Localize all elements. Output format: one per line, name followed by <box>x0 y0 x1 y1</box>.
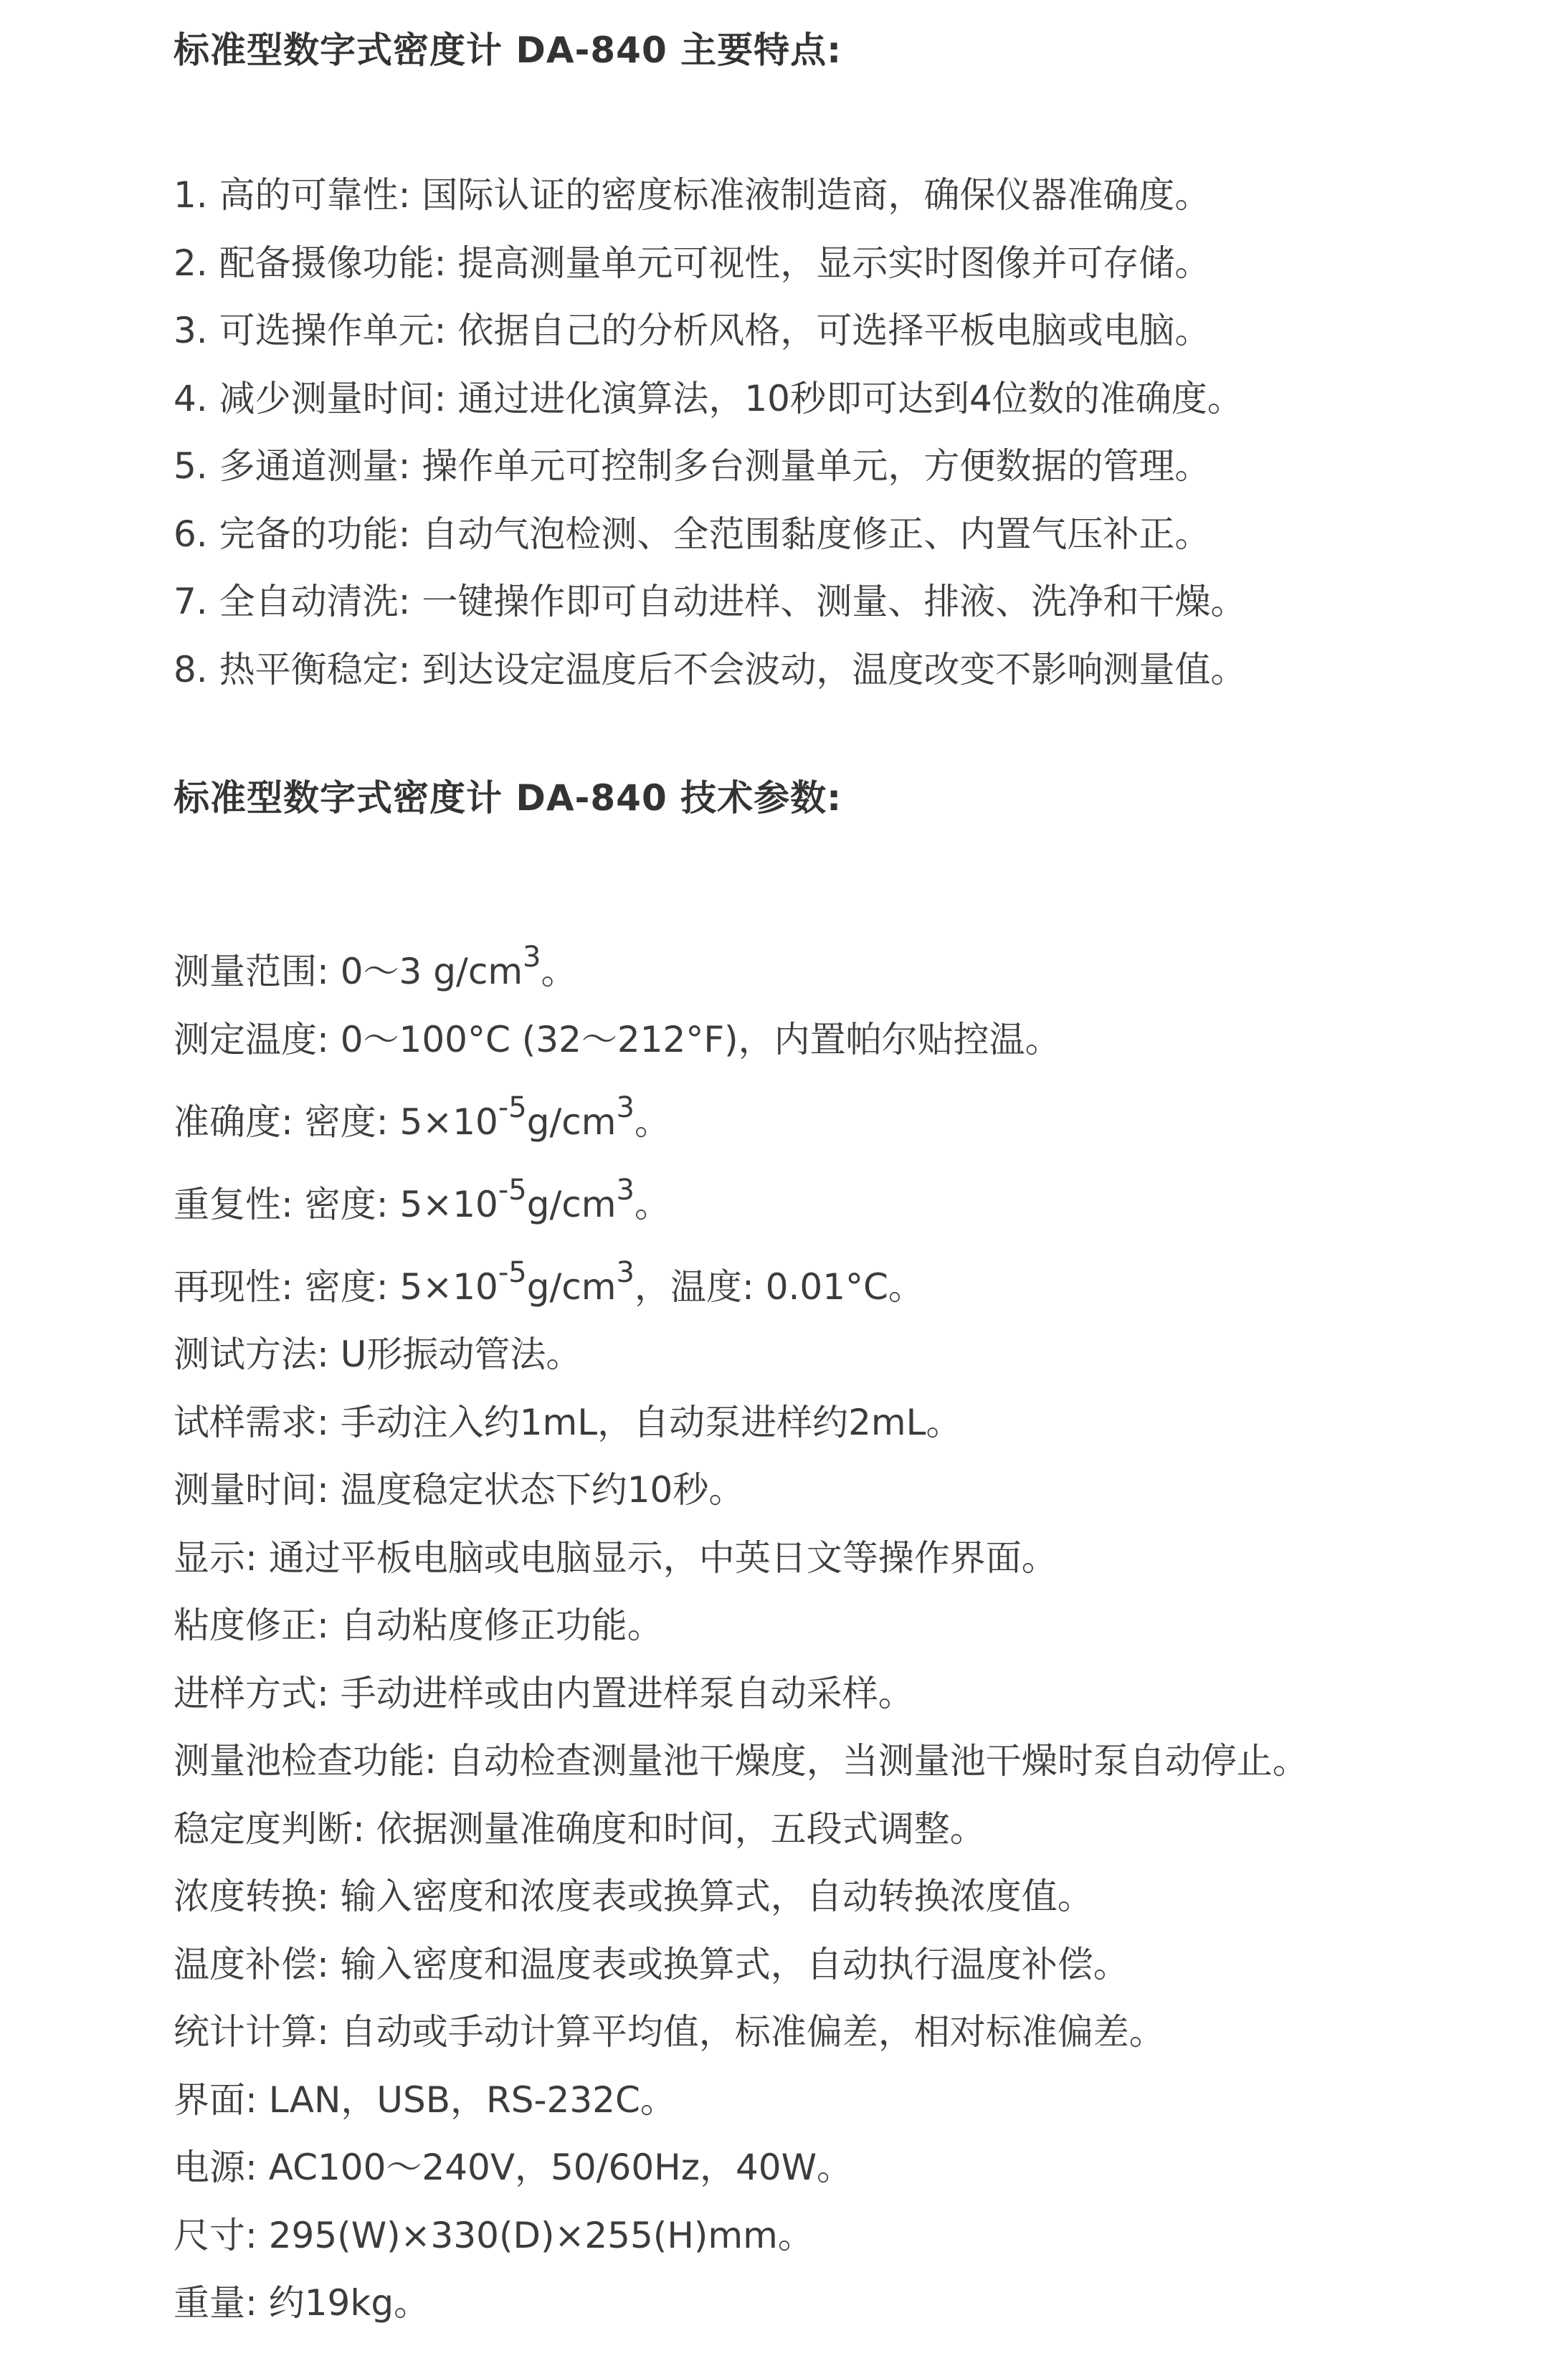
spec-value: 手动进样或由内置进样泵自动采样。 <box>340 1672 914 1714</box>
spec-item-stability-judgment: 稳定度判断: 依据测量准确度和时间，五段式调整。 <box>174 1807 986 1850</box>
spec-label: 再现性 <box>174 1265 281 1308</box>
spec-item-accuracy: 准确度: 密度: $5\times 10^{-5}g/cm^3$。 <box>174 1091 670 1143</box>
spec-value-mid: g/cm <box>526 1183 617 1225</box>
spec-superscript: 3 <box>616 1091 635 1124</box>
spec-value: 输入密度和温度表或换算式，自动执行温度补偿。 <box>340 1943 1129 1985</box>
spec-label: 测试方法 <box>174 1334 317 1375</box>
feature-item: 7. 全自动清洗: 一键操作即可自动进样、测量、排液、洗净和干燥。 <box>174 581 1247 622</box>
spec-value-end: 。 <box>634 1101 670 1143</box>
feature-item: 1. 高的可靠性: 国际认证的密度标准液制造商，确保仪器准确度。 <box>174 174 1211 216</box>
spec-label: 测量时间 <box>174 1469 317 1511</box>
spec-value: 密度: 5×10 <box>304 1101 498 1143</box>
spec-label: 温度补偿 <box>174 1943 317 1985</box>
spec-value: 温度稳定状态下约10秒。 <box>340 1469 745 1511</box>
spec-label: 浓度转换 <box>174 1876 317 1917</box>
spec-label: 测量池检查功能 <box>174 1740 424 1782</box>
spec-superscript: -5 <box>498 1173 527 1207</box>
spec-value: 0～100°C (32～212°F)，内置帕尔贴控温。 <box>340 1018 1061 1060</box>
features-heading: 标准型数字式密度计 DA-840 主要特点: <box>174 29 842 71</box>
spec-item-sample-requirement: 试样需求: 手动注入约1mL，自动泵进样约2mL。 <box>174 1401 962 1443</box>
spec-label: 粘度修正 <box>174 1605 317 1646</box>
spec-value: 自动或手动计算平均值，标准偏差，相对标准偏差。 <box>340 2011 1165 2053</box>
spec-item-repeatability: 重复性: 密度: $5\times 10^{-5}g/cm^3$。 <box>174 1173 670 1225</box>
feature-item: 4. 减少测量时间: 通过进化演算法，10秒即可达到4位数的准确度。 <box>174 377 1243 419</box>
spec-item-temperature-compensation: 温度补偿: 输入密度和温度表或换算式，自动执行温度补偿。 <box>174 1943 1129 1985</box>
feature-item: 8. 热平衡稳定: 到达设定温度后不会波动，温度改变不影响测量值。 <box>174 648 1247 690</box>
spec-item-measurement-temperature: 测定温度: 0～100°C (32～212°F)，内置帕尔贴控温。 <box>174 1018 1061 1060</box>
spec-value: 密度: 5×10 <box>304 1183 498 1225</box>
spec-value-mid: g/cm <box>526 1101 617 1143</box>
spec-superscript: 3 <box>616 1255 635 1289</box>
spec-label: 准确度 <box>174 1101 281 1143</box>
spec-item-test-method: 测试方法: U形振动管法。 <box>174 1334 582 1375</box>
spec-label: 尺寸 <box>174 2214 245 2256</box>
spec-superscript: -5 <box>498 1255 527 1289</box>
spec-value: 295(W)×330(D)×255(H)mm。 <box>268 2214 814 2256</box>
spec-item-concentration-conversion: 浓度转换: 输入密度和浓度表或换算式，自动转换浓度值。 <box>174 1876 1093 1917</box>
spec-item-sampling-method: 进样方式: 手动进样或由内置进样泵自动采样。 <box>174 1672 914 1714</box>
spec-label: 重复性 <box>174 1183 281 1225</box>
spec-item-measurement-range: 测量范围: 0～3 $g/cm^3$。 <box>174 941 577 992</box>
spec-label: 电源 <box>174 2147 245 2188</box>
spec-value: 通过平板电脑或电脑显示，中英日文等操作界面。 <box>268 1536 1058 1579</box>
spec-label: 稳定度判断 <box>174 1807 353 1850</box>
spec-item-statistics: 统计计算: 自动或手动计算平均值，标准偏差，相对标准偏差。 <box>174 2011 1165 2053</box>
spec-value: 手动注入约1mL，自动泵进样约2mL。 <box>340 1401 962 1443</box>
spec-item-weight: 重量: 约19kg。 <box>174 2282 430 2324</box>
spec-label: 重量 <box>174 2282 245 2324</box>
spec-value-mid: g/cm <box>526 1265 617 1308</box>
spec-label: 试样需求 <box>174 1401 317 1443</box>
spec-value: 密度: 5×10 <box>304 1265 498 1308</box>
spec-superscript: 3 <box>616 1173 635 1207</box>
spec-item-viscosity-correction: 粘度修正: 自动粘度修正功能。 <box>174 1605 663 1646</box>
spec-value-end: 。 <box>634 1183 670 1225</box>
spec-item-reproducibility: 再现性: 密度: $5\times 10^{-5}g/cm^3$，温度: 0.01°C。 <box>174 1255 924 1308</box>
spec-value-end: 。 <box>541 951 577 992</box>
spec-label: 界面 <box>174 2078 245 2121</box>
spec-item-dimensions: 尺寸: 295(W)×330(D)×255(H)mm。 <box>174 2214 814 2256</box>
spec-label: 显示 <box>174 1536 245 1579</box>
spec-item-interface: 界面: LAN，USB，RS-232C。 <box>174 2078 676 2121</box>
spec-value: 约19kg。 <box>268 2282 430 2324</box>
spec-value-end: ，温度: 0.01°C。 <box>634 1265 924 1308</box>
spec-label: 进样方式 <box>174 1672 317 1714</box>
spec-superscript: -5 <box>498 1091 527 1124</box>
spec-item-measurement-time: 测量时间: 温度稳定状态下约10秒。 <box>174 1469 745 1511</box>
spec-label: 测量范围 <box>174 951 317 992</box>
spec-value: LAN，USB，RS-232C。 <box>268 2078 676 2121</box>
feature-item: 6. 完备的功能: 自动气泡检测、全范围黏度修正、内置气压补正。 <box>174 513 1211 555</box>
spec-value: AC100～240V，50/60Hz，40W。 <box>268 2147 853 2188</box>
spec-value: 自动检查测量池干燥度，当测量池干燥时泵自动停止。 <box>447 1740 1308 1782</box>
feature-item: 5. 多通道测量: 操作单元可控制多台测量单元，方便数据的管理。 <box>174 445 1211 487</box>
spec-label: 测定温度 <box>174 1018 317 1060</box>
feature-item: 3. 可选操作单元: 依据自己的分析风格，可选择平板电脑或电脑。 <box>174 310 1211 351</box>
spec-item-display: 显示: 通过平板电脑或电脑显示，中英日文等操作界面。 <box>174 1536 1058 1579</box>
specs-heading: 标准型数字式密度计 DA-840 技术参数: <box>174 777 842 819</box>
spec-item-power: 电源: AC100～240V，50/60Hz，40W。 <box>174 2147 853 2188</box>
spec-value: 依据测量准确度和时间，五段式调整。 <box>376 1807 986 1850</box>
spec-value: 输入密度和浓度表或换算式，自动转换浓度值。 <box>340 1876 1093 1917</box>
spec-label: 统计计算 <box>174 2011 317 2053</box>
spec-value: U形振动管法。 <box>340 1334 582 1375</box>
spec-item-cell-check: 测量池检查功能: 自动检查测量池干燥度，当测量池干燥时泵自动停止。 <box>174 1740 1308 1782</box>
spec-value: 0～3 g/cm <box>340 951 523 992</box>
spec-superscript: 3 <box>523 941 541 974</box>
feature-item: 2. 配备摄像功能: 提高测量单元可视性，显示实时图像并可存储。 <box>174 242 1211 284</box>
spec-value: 自动粘度修正功能。 <box>340 1605 663 1646</box>
specs-list <box>174 911 1308 2324</box>
features-list <box>174 161 1246 703</box>
